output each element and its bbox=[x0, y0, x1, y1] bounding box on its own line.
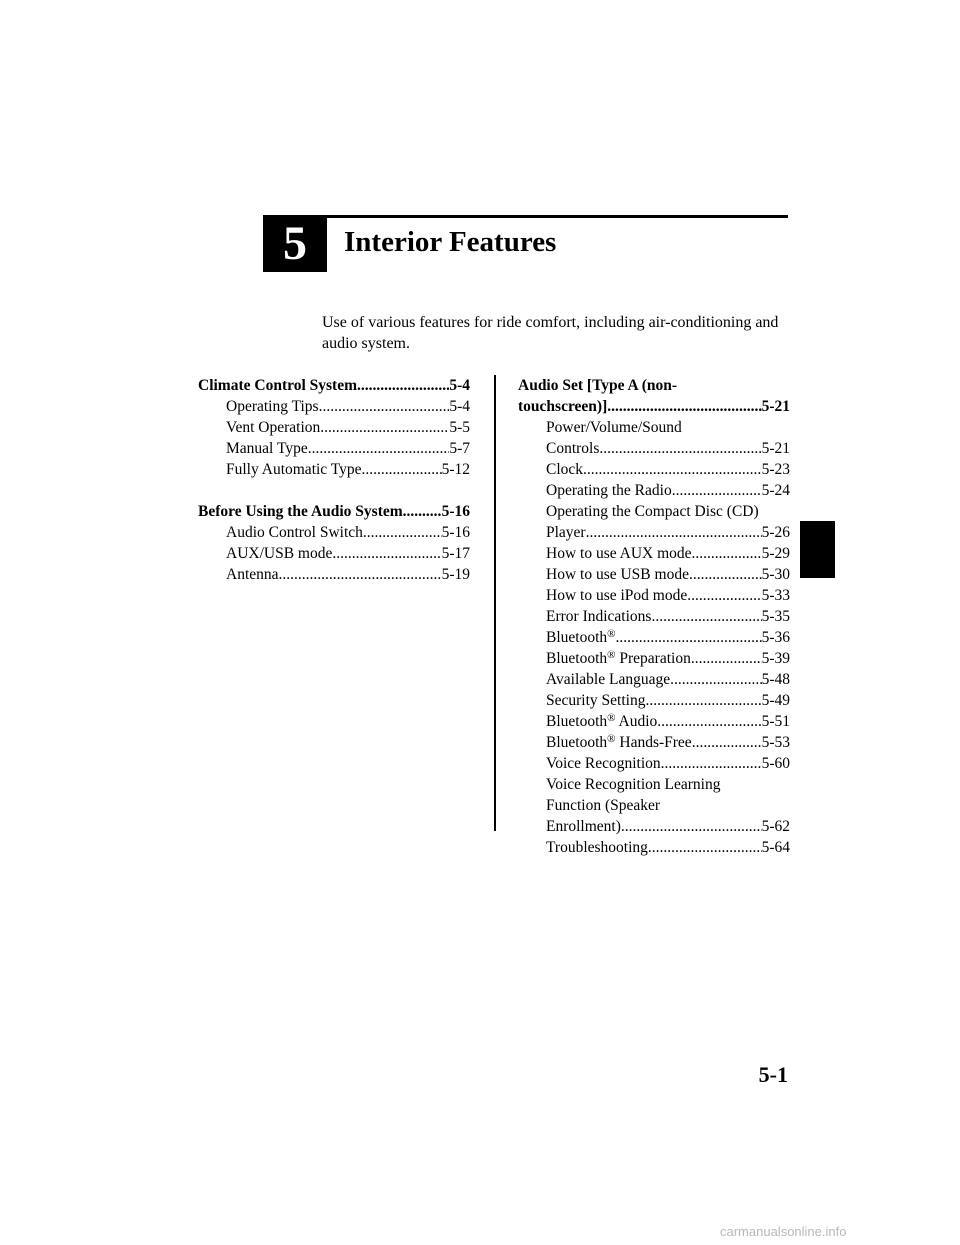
toc-page: 5-39 bbox=[761, 650, 790, 667]
toc-leader-dots bbox=[357, 375, 449, 396]
toc-page: 5-51 bbox=[761, 713, 790, 730]
toc-label: Before Using the Audio System bbox=[198, 503, 403, 520]
toc-leader-dots bbox=[657, 711, 761, 732]
toc-label: Bluetooth bbox=[546, 629, 608, 646]
toc-entry[interactable] bbox=[518, 627, 790, 648]
toc-label: Fully Automatic Type bbox=[226, 461, 362, 478]
toc-label: Climate Control System bbox=[198, 377, 357, 394]
toc-page: 5-12 bbox=[441, 461, 470, 478]
toc-page: 5-4 bbox=[449, 377, 470, 394]
toc-leader-dots bbox=[320, 417, 449, 438]
toc-leader-dots bbox=[645, 690, 761, 711]
toc-entry[interactable] bbox=[518, 564, 790, 585]
toc-page: 5-16 bbox=[441, 524, 470, 541]
toc-leader-dots bbox=[583, 459, 762, 480]
toc-label: Player bbox=[546, 524, 586, 541]
toc-entry[interactable] bbox=[518, 711, 790, 732]
toc-page: 5-60 bbox=[761, 755, 790, 772]
toc-entry[interactable] bbox=[518, 669, 790, 690]
toc-section[interactable] bbox=[518, 396, 790, 417]
toc-leader-dots bbox=[363, 522, 442, 543]
toc-leader-dots bbox=[651, 606, 761, 627]
chapter-rule bbox=[327, 215, 788, 218]
toc-page: 5-19 bbox=[441, 566, 470, 583]
chapter-number-box bbox=[263, 215, 327, 272]
toc-label-suffix: Preparation bbox=[615, 650, 691, 667]
toc-entry[interactable] bbox=[518, 648, 790, 669]
toc-leader-dots bbox=[691, 648, 762, 669]
toc-page: 5-36 bbox=[761, 629, 790, 646]
toc-leader-dots bbox=[403, 501, 442, 522]
toc-entry[interactable] bbox=[198, 396, 470, 417]
toc-label: Antenna bbox=[226, 566, 279, 583]
toc-label-reg bbox=[546, 648, 691, 669]
toc-page: 5-5 bbox=[449, 419, 470, 436]
watermark: carmanualsonline.info bbox=[720, 1224, 847, 1239]
toc-entry[interactable] bbox=[198, 417, 470, 438]
toc-label: touchscreen)] bbox=[518, 398, 608, 415]
toc-entry[interactable] bbox=[518, 753, 790, 774]
toc-label: Error Indications bbox=[546, 608, 652, 625]
toc-label: Operating the Radio bbox=[546, 482, 672, 499]
toc-label: How to use AUX mode bbox=[546, 545, 692, 562]
chapter-number: 5 bbox=[283, 216, 307, 270]
toc-leader-dots bbox=[586, 522, 762, 543]
column-divider bbox=[494, 375, 496, 831]
toc-entry[interactable] bbox=[518, 438, 790, 459]
section-gap bbox=[198, 480, 470, 501]
toc-leader-dots bbox=[279, 564, 442, 585]
toc-leader-dots bbox=[362, 459, 442, 480]
toc-entry[interactable] bbox=[518, 480, 790, 501]
toc-entry[interactable] bbox=[198, 543, 470, 564]
toc-label: Troubleshooting bbox=[546, 839, 648, 856]
toc-entry[interactable] bbox=[518, 585, 790, 606]
toc-page: 5-64 bbox=[761, 839, 790, 856]
toc-entry[interactable] bbox=[518, 522, 790, 543]
toc-leader-dots bbox=[607, 396, 761, 417]
toc-label: Audio Control Switch bbox=[226, 524, 363, 541]
registered-mark: ® bbox=[607, 733, 616, 745]
toc-leader-dots bbox=[670, 669, 761, 690]
toc-label: Clock bbox=[546, 461, 584, 478]
toc-leader-dots bbox=[672, 480, 762, 501]
toc-label: Bluetooth bbox=[546, 650, 608, 667]
toc-entry[interactable] bbox=[518, 837, 790, 858]
toc-leader-dots bbox=[692, 543, 762, 564]
toc-page: 5-4 bbox=[449, 398, 470, 415]
toc-entry[interactable] bbox=[518, 543, 790, 564]
toc-page: 5-23 bbox=[761, 461, 790, 478]
toc-label: How to use USB mode bbox=[546, 566, 689, 583]
toc-entry-line: Power/Volume/Sound bbox=[546, 419, 682, 436]
toc-entry[interactable] bbox=[518, 459, 790, 480]
toc-leader-dots bbox=[319, 396, 450, 417]
toc-label-suffix: Audio bbox=[615, 713, 658, 730]
toc-label-suffix: Hands-Free bbox=[615, 734, 692, 751]
toc-page: 5-21 bbox=[761, 398, 790, 415]
chapter-title: Interior Features bbox=[344, 226, 557, 258]
toc-page: 5-26 bbox=[761, 524, 790, 541]
toc-entry-line: Operating the Compact Disc (CD) bbox=[546, 503, 759, 520]
toc-leader-dots bbox=[616, 627, 762, 648]
toc-entry[interactable] bbox=[198, 564, 470, 585]
toc-label: Bluetooth bbox=[546, 734, 608, 751]
toc-page: 5-35 bbox=[761, 608, 790, 625]
page-number: 5-1 bbox=[758, 1062, 788, 1087]
toc-leader-dots bbox=[621, 816, 762, 837]
toc-page: 5-53 bbox=[761, 734, 790, 751]
registered-mark: ® bbox=[607, 649, 616, 661]
toc-leader-dots bbox=[308, 438, 450, 459]
toc-page: 5-17 bbox=[441, 545, 470, 562]
toc-leader-dots bbox=[689, 564, 762, 585]
toc-entry[interactable] bbox=[518, 690, 790, 711]
toc-page: 5-48 bbox=[761, 671, 790, 688]
toc-label: Available Language bbox=[546, 671, 671, 688]
toc-label: Controls bbox=[546, 440, 600, 457]
registered-mark: ® bbox=[607, 628, 616, 640]
toc-label: Voice Recognition bbox=[546, 755, 661, 772]
toc-entry[interactable] bbox=[198, 522, 470, 543]
toc-entry[interactable] bbox=[198, 459, 470, 480]
toc-entry[interactable] bbox=[518, 606, 790, 627]
toc-page: 5-16 bbox=[441, 503, 470, 520]
toc-entry-line: Function (Speaker bbox=[546, 797, 661, 814]
toc-label-reg bbox=[546, 627, 616, 648]
toc-leader-dots bbox=[661, 753, 762, 774]
toc-page: 5-33 bbox=[761, 587, 790, 604]
toc-label-reg bbox=[546, 711, 657, 732]
toc-leader-dots bbox=[599, 438, 761, 459]
toc-page: 5-29 bbox=[761, 545, 790, 562]
toc-label-reg bbox=[546, 732, 692, 753]
registered-mark: ® bbox=[607, 712, 616, 724]
toc-page: 5-24 bbox=[761, 482, 790, 499]
toc-label: Vent Operation bbox=[226, 419, 321, 436]
toc-leader-dots bbox=[687, 585, 761, 606]
toc-entry[interactable] bbox=[518, 732, 790, 753]
toc-entry[interactable] bbox=[518, 816, 790, 837]
toc-leader-dots bbox=[692, 732, 762, 753]
toc-section[interactable] bbox=[198, 501, 470, 522]
toc-label: Enrollment) bbox=[546, 818, 621, 835]
toc-label: AUX/USB mode bbox=[226, 545, 333, 562]
toc-page: 5-49 bbox=[761, 692, 790, 709]
toc-page: 5-21 bbox=[761, 440, 790, 457]
toc-page: 5-7 bbox=[449, 440, 470, 457]
toc-label: Security Setting bbox=[546, 692, 646, 709]
toc-section[interactable] bbox=[198, 375, 470, 396]
toc-left-column bbox=[198, 375, 470, 585]
toc-label: Manual Type bbox=[226, 440, 308, 457]
toc-page: 5-62 bbox=[761, 818, 790, 835]
toc-entry[interactable] bbox=[198, 438, 470, 459]
toc-section-title-line: Audio Set [Type A (non- bbox=[518, 377, 678, 394]
toc-leader-dots bbox=[332, 543, 441, 564]
toc-leader-dots bbox=[648, 837, 762, 858]
toc-entry-line: Voice Recognition Learning bbox=[546, 776, 721, 793]
toc-page: 5-30 bbox=[761, 566, 790, 583]
toc-label: Operating Tips bbox=[226, 398, 319, 415]
toc-label: Bluetooth bbox=[546, 713, 608, 730]
toc-right-column bbox=[518, 375, 790, 858]
chapter-side-tab bbox=[800, 521, 835, 578]
toc-label: How to use iPod mode bbox=[546, 587, 688, 604]
chapter-intro: Use of various features for ride comfort, including air-conditioning and audio system. bbox=[322, 314, 779, 352]
